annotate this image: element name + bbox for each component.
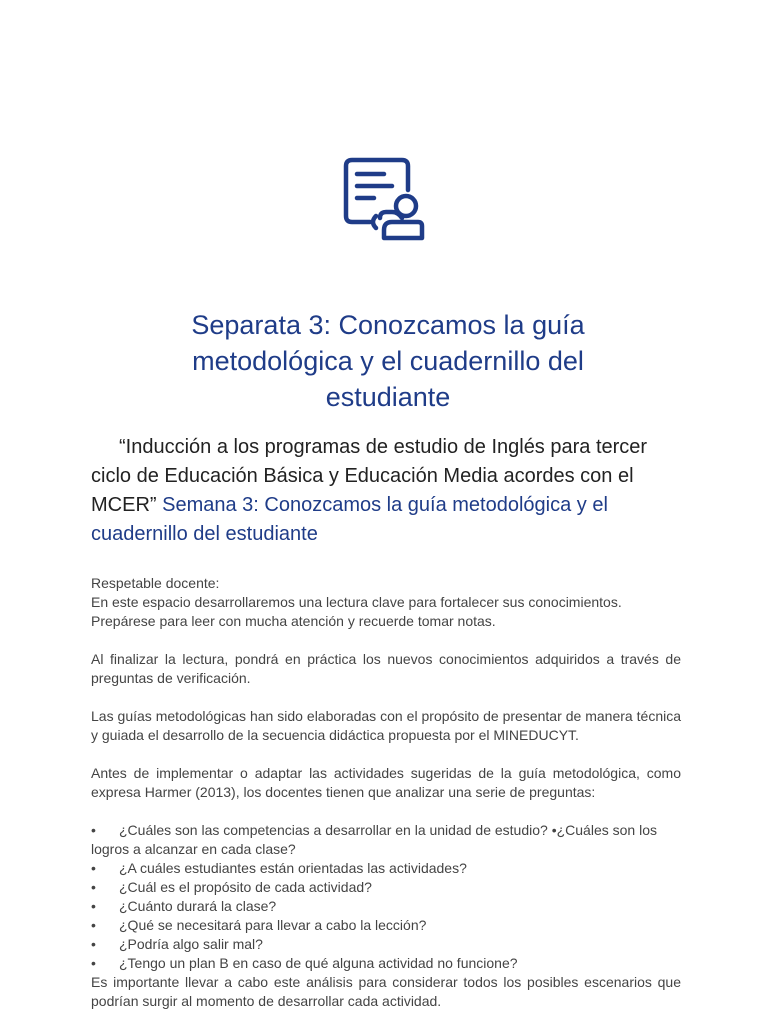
- bullet-dot: •: [91, 955, 96, 971]
- list-item: [91, 897, 681, 916]
- bullet-dot: •: [91, 898, 96, 914]
- list-item-text: ¿Podría algo salir mal?: [119, 936, 263, 952]
- closing-paragraph: Es importante llevar a cabo este análisis para considerar todos los posibles escenarios que podrían surgir al momento de desarrollar cada actividad.: [91, 974, 681, 1009]
- greeting: Respetable docente:: [91, 575, 220, 591]
- bullet-dot: •: [91, 879, 96, 895]
- page-title: [120, 307, 656, 415]
- list-item-text: ¿A cuáles estudiantes están orientadas las actividades?: [119, 860, 467, 876]
- p1-line-1: En este espacio desarrollaremos una lectura clave para fortalecer sus conocimientos.: [91, 594, 622, 610]
- week-heading: Semana 3: Conozcamos la guía metodológica y el cuadernillo del estudiante: [91, 494, 608, 545]
- intro-paragraph: [91, 433, 691, 549]
- list-item: [91, 878, 681, 897]
- list-item: [91, 935, 681, 954]
- list-item: [91, 954, 681, 973]
- list-item: [91, 916, 681, 935]
- paragraph-4: Antes de implementar o adaptar las actividades sugeridas de la guía metodológica, como expresa Harmer (2013), los docentes tienen que analizar una serie de preguntas:: [91, 765, 681, 800]
- title-line-1: Separata 3: Conozcamos la guía: [191, 310, 585, 340]
- p1-line-2: Prepárese para leer con mucha atención y recuerde tomar notas.: [91, 613, 496, 629]
- document-user-icon: [340, 156, 426, 242]
- list-item: [91, 859, 681, 878]
- list-item-text: ¿Tengo un plan B en caso de qué alguna actividad no funcione?: [119, 955, 518, 971]
- body-text: [91, 574, 681, 1011]
- list-item-text: ¿Cuál es el propósito de cada actividad?: [119, 879, 372, 895]
- title-line-2: metodológica y el cuadernillo del: [192, 346, 584, 376]
- list-item: [91, 821, 681, 859]
- paragraph-2: Al finalizar la lectura, pondrá en práctica los nuevos conocimientos adquiridos a través de preguntas de verificación.: [91, 651, 681, 686]
- question-list: [91, 821, 681, 973]
- list-item-text: ¿Cuánto durará la clase?: [119, 898, 277, 914]
- paragraph-3: Las guías metodológicas han sido elaboradas con el propósito de presentar de manera técnica y guiada el desarrollo de la secuencia didáctica propuesta por el MINEDUCYT.: [91, 708, 681, 743]
- list-item-text: ¿Cuáles son las competencias a desarrollar en la unidad de estudio? •¿Cuáles son los logros a alcanzar en cada clase?: [91, 822, 657, 857]
- bullet-dot: •: [91, 822, 96, 838]
- bullet-dot: •: [91, 860, 96, 876]
- title-line-3: estudiante: [325, 382, 451, 412]
- course-quote: “Inducción a los programas de estudio de Inglés para tercer ciclo de Educación Básica y Educación Media acordes con el MCER”: [91, 436, 648, 516]
- bullet-dot: •: [91, 936, 96, 952]
- bullet-dot: •: [91, 917, 96, 933]
- list-item-text: ¿Qué se necesitará para llevar a cabo la lección?: [119, 917, 427, 933]
- greeting-paragraph: [91, 574, 681, 631]
